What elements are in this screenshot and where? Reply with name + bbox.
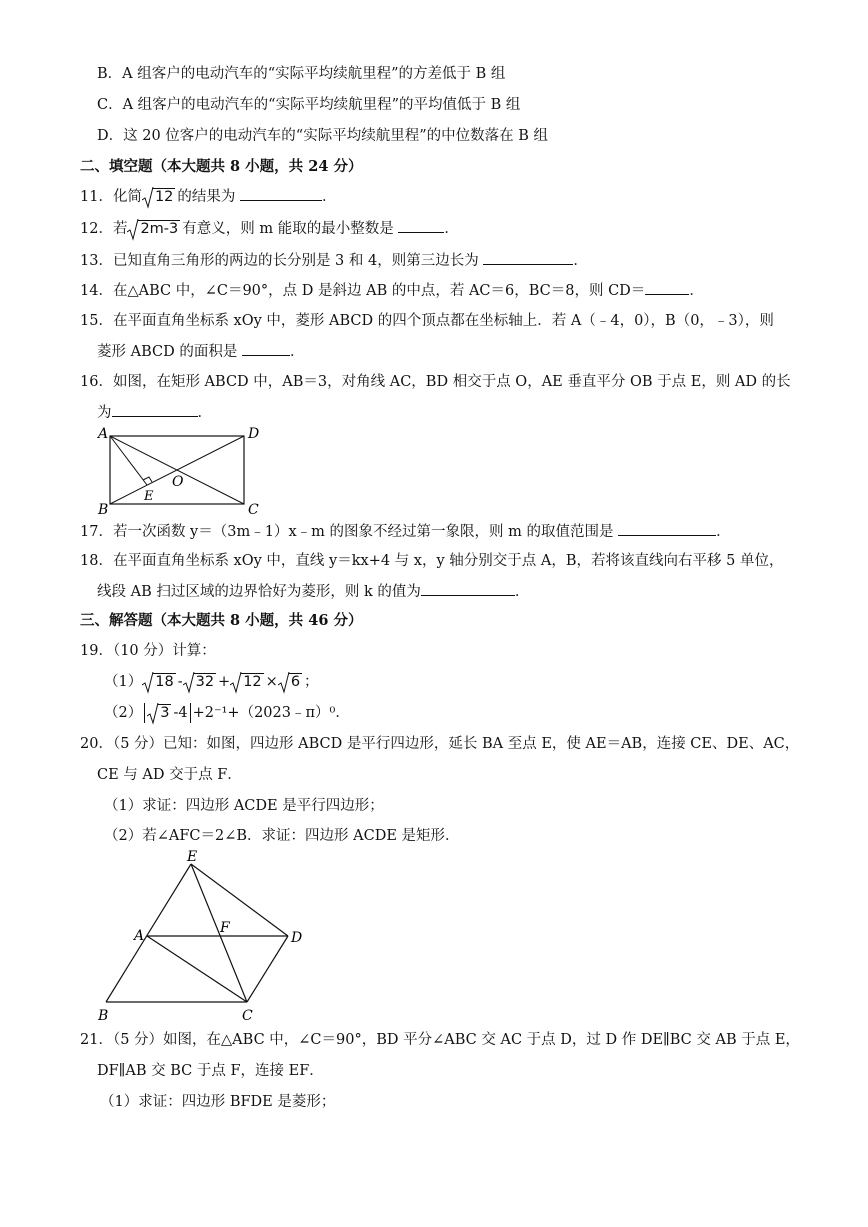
label-E: E (187, 849, 198, 865)
answer-blank (618, 521, 716, 536)
answer-blank (483, 250, 573, 265)
question-11: 11．化简 12 的结果为 ． (80, 186, 337, 207)
sqrt-6: 6 (278, 672, 302, 692)
answer-blank (398, 218, 444, 233)
label-D: D (248, 426, 260, 442)
label-D: D (291, 930, 303, 946)
sqrt-3: 3 (147, 703, 171, 723)
question-18-line1: 18．在平面直角坐标系 xOy 中，直线 y＝kx+4 与 x，y 轴分别交于点 A，B，若将该直线向右平移 5 单位， (80, 553, 784, 569)
question-15-line1: 15．在平面直角坐标系 xOy 中，菱形 ABCD 的四个顶点都在坐标轴上．若 A（﹣4，0），B（0，﹣3），则 (80, 313, 774, 329)
question-21-part1: （1）求证：四边形 BFDE 是菱形； (100, 1094, 336, 1110)
label-F: F (220, 920, 230, 936)
question-18-line2: 线段 AB 扫过区域的边界恰好为菱形，则 k 的值为 ． (97, 581, 529, 602)
absolute-value: 3 -4 (144, 703, 190, 723)
answer-blank (112, 402, 198, 417)
sqrt-12: 12 (230, 672, 263, 692)
question-14: 14．在△ABC 中，∠C＝90°，点 D 是斜边 AB 的中点，若 AC＝6，BC＝8，则 CD＝ ． (80, 280, 704, 301)
label-A: A (98, 426, 109, 442)
question-20-line2: CE 与 AD 交于点 F． (97, 767, 242, 783)
answer-blank (240, 186, 322, 201)
option-d: D．这 20 位客户的电动汽车的“实际平均续航里程”的中位数落在 B 组 (97, 128, 548, 144)
answer-blank (242, 341, 290, 356)
label-A: A (134, 928, 145, 944)
label-O: O (172, 474, 184, 490)
question-19-part1: （1） 18 - 32 + 12 × 6 ； (104, 674, 319, 690)
sqrt-32: 32 (183, 672, 216, 692)
question-16-line2: 为 ． (97, 402, 212, 423)
label-E: E (144, 489, 154, 504)
question-19-part2: （2） 3 -4 +2⁻¹+（2023﹣π）⁰． (104, 705, 350, 721)
label-B: B (98, 1008, 109, 1024)
question-17: 17．若一次函数 y＝（3m﹣1）x﹣m 的图象不经过第一象限，则 m 的取值范围是 ． (80, 521, 731, 542)
question-15-line2: 菱形 ABCD 的面积是 ． (97, 341, 304, 362)
option-b: B．A 组客户的电动汽车的“实际平均续航里程”的方差低于 B 组 (97, 66, 506, 82)
sqrt-2m-3: 2m-3 (127, 219, 180, 239)
question-13: 13．已知直角三角形的两边的长分别是 3 和 4，则第三边长为 ． (80, 250, 588, 271)
question-16-line1: 16．如图，在矩形 ABCD 中，AB＝3，对角线 AC，BD 相交于点 O，AE 垂直平分 OB 于点 E，则 AD 的长 (80, 374, 791, 390)
question-20-part2: （2）若∠AFC＝2∠B．求证：四边形 ACDE 是矩形． (104, 828, 460, 844)
q12-text: 12．若 (80, 221, 128, 237)
q11-text-2: 的结果为 (177, 189, 236, 205)
question-20-line1: 20．（5 分）已知：如图，四边形 ABCD 是平行四边形，延长 BA 至点 E，使 AE＝AB，连接 CE、DE、AC， (80, 736, 800, 752)
question-21-line1: 21．（5 分）如图，在△ABC 中，∠C＝90°，BD 平分∠ABC 交 AC 于点 D，过 D 作 DE∥BC 交 AB 于点 E， (80, 1032, 800, 1048)
question-12: 12．若 2m-3 有意义，则 m 能取的最小整数是 ． (80, 218, 459, 239)
answer-blank (645, 280, 689, 295)
section-2-heading: 二、填空题（本大题共 8 小题，共 24 分） (80, 158, 363, 175)
section-3-heading: 三、解答题（本大题共 8 小题，共 46 分） (80, 612, 363, 629)
sqrt-18: 18 (142, 672, 175, 692)
option-c: C．A 组客户的电动汽车的“实际平均续航里程”的平均值低于 B 组 (97, 97, 521, 113)
q11-text: 11．化简 (80, 189, 142, 205)
label-C: C (242, 1008, 253, 1024)
label-C: C (248, 502, 259, 518)
figure-16-rectangle (96, 422, 266, 518)
sqrt-12: 12 (142, 187, 175, 207)
question-20-part1: （1）求证：四边形 ACDE 是平行四边形； (104, 798, 384, 814)
answer-blank (421, 581, 515, 596)
q12-text-2: 有意义，则 m 能取的最小整数是 (182, 221, 394, 237)
figure-20-parallelogram (94, 848, 316, 1024)
question-21-line2: DF∥AB 交 BC 于点 F，连接 EF． (97, 1063, 324, 1079)
question-19: 19．（10 分）计算： (80, 643, 216, 659)
label-B: B (98, 502, 109, 518)
